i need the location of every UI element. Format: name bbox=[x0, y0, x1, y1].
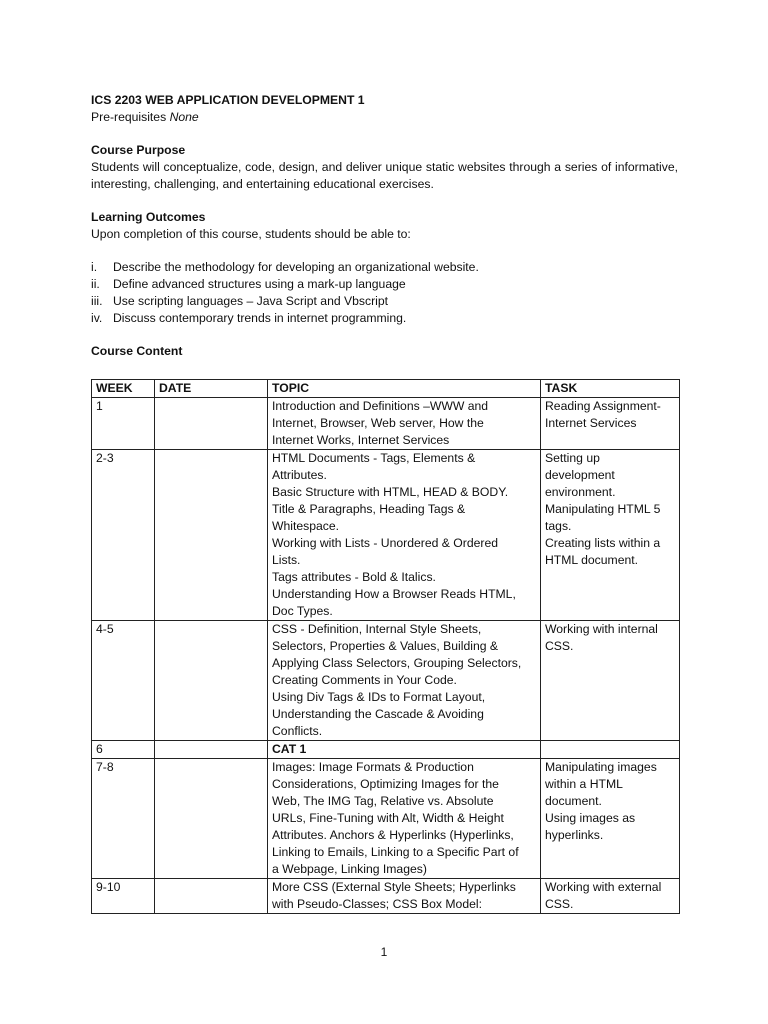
date-cell bbox=[155, 621, 268, 741]
task-line: environment. bbox=[545, 485, 616, 499]
task-line: hyperlinks. bbox=[545, 828, 604, 842]
column-header-date: DATE bbox=[155, 380, 268, 398]
task-line: Using images as bbox=[545, 811, 636, 825]
task-cell bbox=[541, 450, 680, 621]
task-line: HTML document. bbox=[545, 553, 639, 567]
topic-line: Title & Paragraphs, Heading Tags & bbox=[272, 502, 466, 516]
table-row bbox=[92, 450, 680, 621]
date-cell bbox=[155, 450, 268, 621]
task-cell bbox=[541, 879, 680, 914]
topic-line: Introduction and Definitions –WWW and bbox=[272, 399, 489, 413]
table-row bbox=[92, 741, 680, 759]
topic-line: Applying Class Selectors, Grouping Selectors, bbox=[272, 656, 522, 670]
task-line: document. bbox=[545, 794, 602, 808]
topic-line: CSS - Definition, Internal Style Sheets, bbox=[272, 622, 482, 636]
table-header-row bbox=[92, 380, 680, 398]
task-line: Setting up bbox=[545, 451, 600, 465]
task-line: Creating lists within a bbox=[545, 536, 661, 550]
task-line: development bbox=[545, 468, 615, 482]
topic-line: Tags attributes - Bold & Italics. bbox=[272, 570, 436, 584]
page-number: 1 bbox=[380, 945, 388, 959]
date-cell bbox=[155, 879, 268, 914]
column-header-task: TASK bbox=[541, 380, 680, 398]
topic-line: Attributes. Anchors & Hyperlinks (Hyperlinks, bbox=[272, 828, 514, 842]
topic-line: Conflicts. bbox=[272, 724, 323, 738]
date-cell bbox=[155, 759, 268, 879]
table-row bbox=[92, 398, 680, 450]
outcomes-intro: Upon completion of this course, students should be able to: bbox=[91, 227, 411, 241]
topic-cell bbox=[268, 741, 541, 759]
prereq-label: Pre-requisites bbox=[91, 110, 167, 124]
task-cell bbox=[541, 621, 680, 741]
task-line: Manipulating HTML 5 bbox=[545, 502, 661, 516]
document-body bbox=[91, 92, 678, 360]
topic-cell bbox=[268, 621, 541, 741]
topic-cell bbox=[268, 879, 541, 914]
topic-line: More CSS (External Style Sheets; Hyperlinks bbox=[272, 880, 516, 894]
purpose-text: Students will conceptualize, code, design, and deliver unique static websites through a series of informative, interesting, challenging, and entertaining educational exercises. bbox=[91, 160, 678, 191]
topic-line: Working with Lists - Unordered & Ordered bbox=[272, 536, 499, 550]
course-content-table bbox=[91, 379, 680, 914]
course-title: ICS 2203 WEB APPLICATION DEVELOPMENT 1 bbox=[91, 93, 365, 107]
task-cell bbox=[541, 741, 680, 759]
task-cell bbox=[541, 759, 680, 879]
task-line: Internet Services bbox=[545, 416, 637, 430]
topic-line: CAT 1 bbox=[272, 742, 307, 756]
task-line: Manipulating images bbox=[545, 760, 657, 774]
table-row bbox=[92, 621, 680, 741]
week-cell: 1 bbox=[92, 398, 155, 450]
week-cell: 7-8 bbox=[92, 759, 155, 879]
topic-cell bbox=[268, 759, 541, 879]
task-line: Reading Assignment- bbox=[545, 399, 661, 413]
task-line: tags. bbox=[545, 519, 572, 533]
topic-line: Attributes. bbox=[272, 468, 327, 482]
content-heading: Course Content bbox=[91, 344, 183, 358]
topic-line: Whitespace. bbox=[272, 519, 340, 533]
task-line: Working with external bbox=[545, 880, 662, 894]
topic-line: Linking to Emails, Linking to a Specific Part of bbox=[272, 845, 519, 859]
list-item: iii. Use scripting languages – Java Script and Vbscript bbox=[91, 294, 389, 308]
topic-cell bbox=[268, 398, 541, 450]
table-row bbox=[92, 759, 680, 879]
table-row bbox=[92, 879, 680, 914]
prereq-value: None bbox=[169, 110, 199, 124]
topic-line: Lists. bbox=[272, 553, 301, 567]
topic-line: Web, The IMG Tag, Relative vs. Absolute bbox=[272, 794, 494, 808]
task-line: CSS. bbox=[545, 897, 574, 911]
date-cell bbox=[155, 741, 268, 759]
task-line: within a HTML bbox=[545, 777, 623, 791]
topic-line: with Pseudo-Classes; CSS Box Model: bbox=[272, 897, 482, 911]
topic-line: Using Div Tags & IDs to Format Layout, bbox=[272, 690, 486, 704]
topic-line: Creating Comments in Your Code. bbox=[272, 673, 457, 687]
topic-line: Selectors, Properties & Values, Building & bbox=[272, 639, 499, 653]
week-cell: 4-5 bbox=[92, 621, 155, 741]
week-cell: 2-3 bbox=[92, 450, 155, 621]
week-cell: 6 bbox=[92, 741, 155, 759]
topic-line: Considerations, Optimizing Images for the bbox=[272, 777, 499, 791]
outcomes-list bbox=[91, 259, 678, 327]
topic-line: a Webpage, Linking Images) bbox=[272, 862, 427, 876]
list-item: ii. Define advanced structures using a mark-up language bbox=[91, 277, 406, 291]
week-cell: 9-10 bbox=[92, 879, 155, 914]
purpose-heading: Course Purpose bbox=[91, 143, 186, 157]
date-cell bbox=[155, 398, 268, 450]
prerequisites-line bbox=[91, 109, 678, 126]
topic-line: Doc Types. bbox=[272, 604, 333, 618]
task-line: Working with internal bbox=[545, 622, 658, 636]
topic-line: Understanding How a Browser Reads HTML, bbox=[272, 587, 516, 601]
topic-line: Basic Structure with HTML, HEAD & BODY. bbox=[272, 485, 509, 499]
column-header-week: WEEK bbox=[92, 380, 155, 398]
topic-line: Internet Works, Internet Services bbox=[272, 433, 450, 447]
task-cell bbox=[541, 398, 680, 450]
list-item: i. Describe the methodology for developing an organizational website. bbox=[91, 260, 479, 274]
topic-line: Internet, Browser, Web server, How the bbox=[272, 416, 484, 430]
column-header-topic: TOPIC bbox=[268, 380, 541, 398]
topic-line: URLs, Fine-Tuning with Alt, Width & Height bbox=[272, 811, 504, 825]
topic-cell bbox=[268, 450, 541, 621]
topic-line: HTML Documents - Tags, Elements & bbox=[272, 451, 476, 465]
task-line: CSS. bbox=[545, 639, 574, 653]
list-item: iv. Discuss contemporary trends in internet programming. bbox=[91, 311, 407, 325]
outcomes-heading: Learning Outcomes bbox=[91, 210, 206, 224]
topic-line: Understanding the Cascade & Avoiding bbox=[272, 707, 484, 721]
topic-line: Images: Image Formats & Production bbox=[272, 760, 474, 774]
